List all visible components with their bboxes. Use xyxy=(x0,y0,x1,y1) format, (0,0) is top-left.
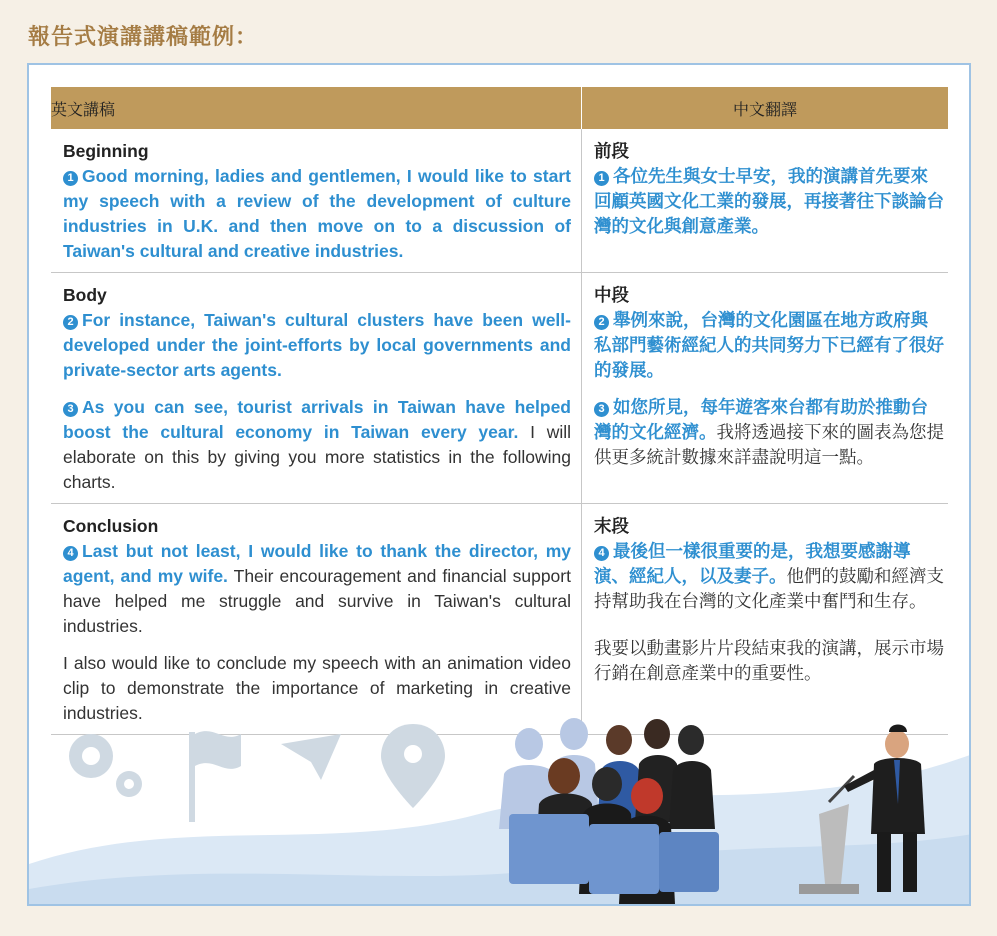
highlight-text: Good morning, ladies and gentlemen, I would like to start my speech with a review of the development of culture industries in U.K. and then move on to a discussion of Taiwan's cultural and creative industries. xyxy=(63,166,571,261)
paragraph xyxy=(594,395,944,470)
paper-plane-icon xyxy=(281,734,341,780)
location-pin-icon xyxy=(381,724,445,808)
paragraph xyxy=(594,539,944,614)
section-label: 末段 xyxy=(594,516,629,536)
highlight-text: For instance, Taiwan's cultural clusters have been well-developed under the joint-efforts by local governments and private-sector arts agents. xyxy=(63,310,571,380)
number-badge: 1 xyxy=(594,171,609,186)
english-cell xyxy=(51,273,582,504)
paragraph xyxy=(63,539,571,639)
body-text: 我要以動畫影片片段結束我的演講，展示市場行銷在創意產業中的重要性。 xyxy=(594,638,944,683)
highlight-text: 各位先生與女士早安，我的演講首先要來回顧英國文化工業的發展，再接著往下談論台灣的文化與創意產業。 xyxy=(594,166,944,236)
speech-table xyxy=(51,87,948,735)
content-frame xyxy=(27,63,971,906)
section-label: 中段 xyxy=(594,285,629,305)
paragraph xyxy=(594,308,944,383)
body-text: Their encouragement and financial support have helped me struggle and survive in Taiwan's cultural industries. xyxy=(63,566,571,636)
number-badge: 2 xyxy=(63,315,78,330)
presentation-illustration xyxy=(29,704,971,904)
paragraph xyxy=(63,308,571,383)
highlight-text: As you can see, tourist arrivals in Taiwan have helped boost the cultural economy in Taiwan every year. xyxy=(63,397,571,442)
body-text: I will elaborate on this by giving you more statistics in the following charts. xyxy=(63,422,571,492)
chinese-cell xyxy=(582,504,949,735)
paragraph xyxy=(63,395,571,495)
header-chinese: 中文翻譯 xyxy=(582,87,949,129)
section-label: 前段 xyxy=(594,141,629,161)
header-english: 英文講稿 xyxy=(51,87,582,129)
table-row xyxy=(51,273,948,504)
highlight-text: 舉例來說，台灣的文化園區在地方政府與私部門藝術經紀人的共同努力下已經有了很好的發展。 xyxy=(594,310,944,380)
page-title: 報告式演講講稿範例： xyxy=(28,24,259,49)
table-row xyxy=(51,504,948,735)
body-text: 我將透過接下來的圖表為您提供更多統計數據來詳盡說明這一點。 xyxy=(594,422,944,467)
flag-icon xyxy=(189,731,241,822)
number-badge: 4 xyxy=(594,546,609,561)
body-text: I also would like to conclude my speech with an animation video clip to demonstrate the importance of marketing in creative industries. xyxy=(63,653,571,723)
section-label: Conclusion xyxy=(63,516,159,536)
number-badge: 2 xyxy=(594,315,609,330)
number-badge: 1 xyxy=(63,171,78,186)
chinese-cell xyxy=(582,273,949,504)
number-badge: 4 xyxy=(63,546,78,561)
table-header-row xyxy=(51,87,948,129)
highlight-text: 最後但一樣很重要的是，我想要感謝導演、經紀人，以及妻子。 xyxy=(594,541,911,586)
highlight-text: Last but not least, I would like to thank the director, my agent, and my wife. xyxy=(63,541,571,586)
english-cell xyxy=(51,129,582,273)
number-badge: 3 xyxy=(594,402,609,417)
section-label: Body xyxy=(63,285,107,305)
english-cell xyxy=(51,504,582,735)
section-label: Beginning xyxy=(63,141,149,161)
audience-illustration xyxy=(499,718,719,904)
paragraph xyxy=(594,636,944,686)
paragraph xyxy=(63,164,571,264)
gears-icon xyxy=(69,734,142,797)
body-text: 他們的鼓勵和經濟支持幫助我在台灣的文化產業中奮鬥和生存。 xyxy=(594,566,944,611)
table-row xyxy=(51,129,948,273)
paragraph xyxy=(594,164,944,239)
highlight-text: 如您所見，每年遊客來台都有助於推動台灣的文化經濟。 xyxy=(594,397,928,442)
number-badge: 3 xyxy=(63,402,78,417)
chinese-cell xyxy=(582,129,949,273)
